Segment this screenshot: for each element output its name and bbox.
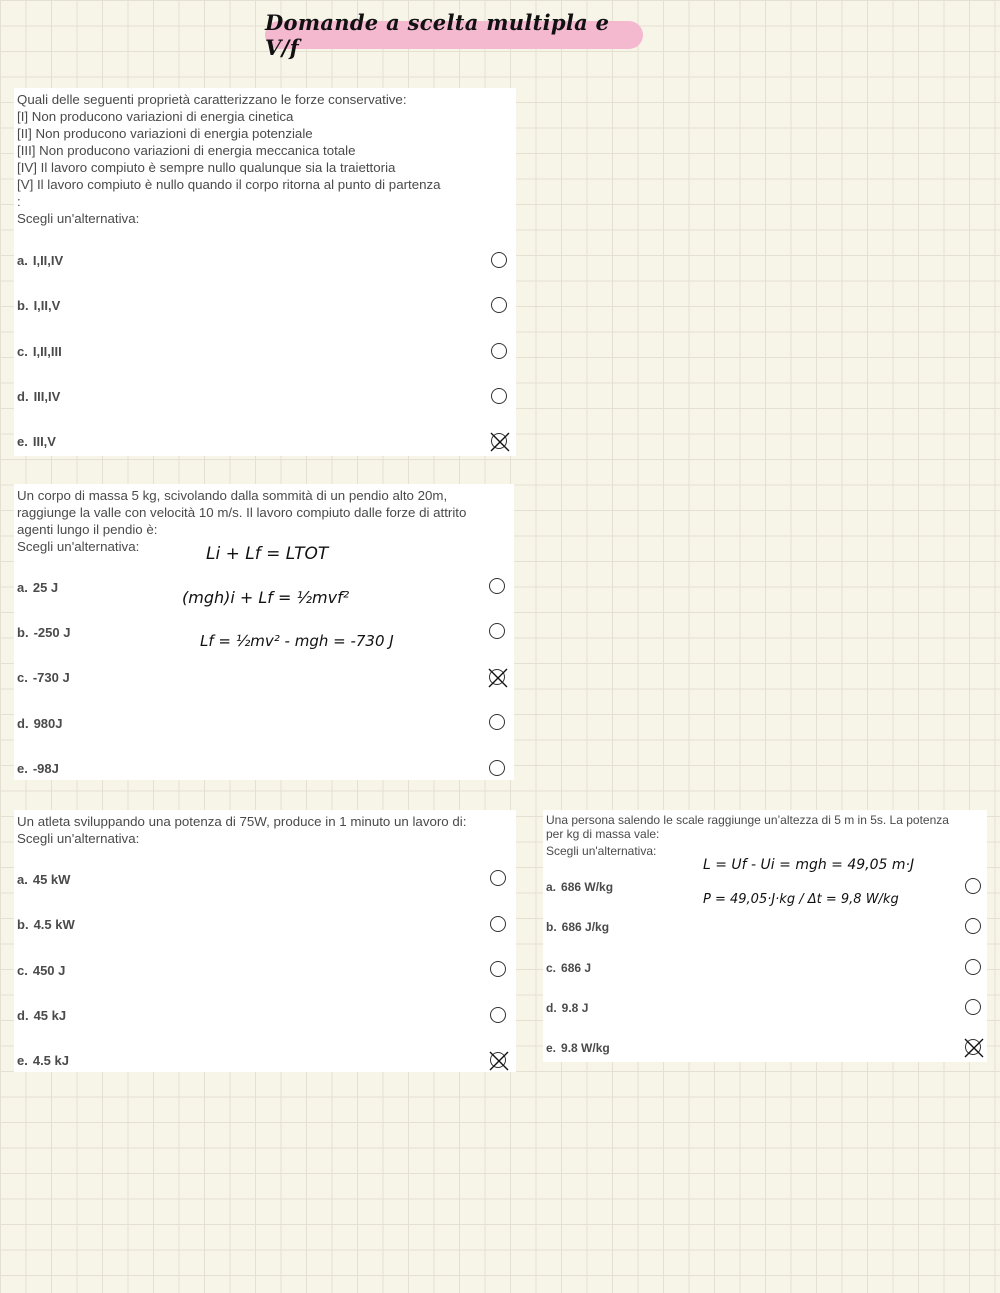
option-letter: c. (17, 963, 28, 978)
option-d[interactable] (546, 1001, 588, 1015)
radio-e-selected[interactable] (965, 1039, 981, 1055)
option-e[interactable] (17, 1053, 69, 1068)
option-text: I,II,IV (32, 253, 64, 268)
choose-prompt: Scegli un'alternativa: (17, 831, 140, 846)
page-title: Domande a scelta multipla e V/f (265, 10, 610, 60)
radio-a[interactable] (491, 252, 507, 268)
option-d[interactable] (17, 389, 60, 404)
question-text (17, 813, 466, 830)
cross-mark-icon (962, 1036, 986, 1060)
question-line: Un corpo di massa 5 kg, scivolando dalla sommità di un pendio alto 20m, (17, 488, 448, 503)
option-a[interactable] (17, 580, 58, 595)
option-text: 4.5 kW (33, 917, 75, 932)
option-letter: c. (546, 961, 557, 975)
option-e[interactable] (546, 1041, 610, 1055)
handwritten-note: L = Uf - Ui = mgh = 49,05 m·J (703, 857, 915, 873)
option-letter: b. (17, 917, 29, 932)
handwritten-note: Li + Lf = LTOT (206, 544, 329, 564)
choose-prompt: Scegli un'alternativa: (17, 539, 140, 554)
option-e[interactable] (17, 434, 56, 449)
radio-d[interactable] (489, 714, 505, 730)
option-letter: e. (17, 1053, 28, 1068)
radio-b[interactable] (490, 916, 506, 932)
choose-prompt: Scegli un'alternativa: (546, 844, 657, 858)
question-text (17, 487, 466, 538)
option-text: 25 J (32, 580, 59, 595)
radio-e[interactable] (489, 760, 505, 776)
radio-c-selected[interactable] (489, 669, 505, 685)
radio-a[interactable] (490, 870, 506, 886)
option-letter: a. (17, 580, 28, 595)
question-text (17, 91, 441, 210)
option-text: I,II,III (32, 344, 62, 359)
cross-mark-icon (486, 666, 510, 690)
radio-c[interactable] (490, 961, 506, 977)
option-text: 980J (33, 716, 63, 731)
option-letter: c. (17, 670, 28, 685)
option-letter: e. (17, 434, 28, 449)
question-line: [II] Non producono variazioni di energia potenziale (17, 126, 313, 141)
option-b[interactable] (17, 917, 75, 932)
question-line: per kg di massa vale: (546, 827, 660, 841)
option-letter: c. (17, 344, 28, 359)
option-text: 45 kW (32, 872, 71, 887)
option-d[interactable] (17, 716, 62, 731)
option-letter: d. (546, 1001, 557, 1015)
handwritten-note: P = 49,05·J·kg / Δt = 9,8 W/kg (703, 892, 899, 907)
question-line: [V] Il lavoro compiuto è nullo quando il corpo ritorna al punto di partenza (17, 177, 441, 192)
option-letter: b. (17, 625, 29, 640)
option-letter: a. (17, 253, 28, 268)
option-c[interactable] (546, 961, 591, 975)
radio-d[interactable] (965, 999, 981, 1015)
radio-c[interactable] (965, 959, 981, 975)
cross-mark-icon (488, 430, 512, 454)
option-text: 4.5 kJ (32, 1053, 69, 1068)
option-letter: d. (17, 1008, 29, 1023)
option-c[interactable] (17, 963, 65, 978)
option-c[interactable] (17, 344, 62, 359)
question-card-4 (543, 810, 987, 1062)
option-text: I,II,V (33, 298, 61, 313)
option-text: -250 J (33, 625, 71, 640)
option-text: 686 W/kg (561, 880, 614, 894)
question-text (546, 813, 949, 841)
option-letter: e. (17, 761, 28, 776)
question-line: [I] Non producono variazioni di energia cinetica (17, 109, 294, 124)
option-letter: b. (546, 920, 557, 934)
question-line: [IV] Il lavoro compiuto è sempre nullo qualunque sia la traiettoria (17, 160, 396, 175)
radio-d[interactable] (491, 388, 507, 404)
question-line: raggiunge la valle con velocità 10 m/s. Il lavoro compiuto dalle forze di attrito (17, 505, 467, 520)
option-text: III,V (32, 434, 56, 449)
option-a[interactable] (17, 253, 63, 268)
handwritten-note: (mgh)i + Lf = ½mvf² (182, 588, 350, 607)
option-letter: b. (17, 298, 29, 313)
option-letter: a. (546, 880, 557, 894)
question-line: Quali delle seguenti proprietà caratterizzano le forze conservative: (17, 92, 407, 107)
option-text: 686 J (561, 961, 592, 975)
radio-d[interactable] (490, 1007, 506, 1023)
radio-b[interactable] (489, 623, 505, 639)
option-a[interactable] (17, 872, 70, 887)
option-a[interactable] (546, 880, 613, 894)
option-letter: e. (546, 1041, 557, 1055)
option-b[interactable] (17, 625, 70, 640)
option-text: 9.8 W/kg (561, 1041, 610, 1055)
radio-a[interactable] (965, 878, 981, 894)
option-text: 9.8 J (561, 1001, 589, 1015)
question-line: : (17, 194, 21, 209)
option-text: 450 J (32, 963, 66, 978)
option-text: -98J (32, 761, 59, 776)
question-line: [III] Non producono variazioni di energia meccanica totale (17, 143, 356, 158)
option-c[interactable] (17, 670, 70, 685)
question-line: agenti lungo il pendio è: (17, 522, 158, 537)
cross-mark-icon (487, 1049, 511, 1073)
option-text: 686 J/kg (561, 920, 610, 934)
question-card-3 (14, 810, 516, 1072)
radio-c[interactable] (491, 343, 507, 359)
radio-b[interactable] (965, 918, 981, 934)
question-card-2 (14, 484, 514, 780)
page-title-banner (265, 10, 643, 60)
question-line: Una persona salendo le scale raggiunge un’altezza di 5 m in 5s. La potenza (546, 813, 949, 827)
option-b[interactable] (546, 920, 609, 934)
option-text: 45 kJ (33, 1008, 67, 1023)
option-e[interactable] (17, 761, 59, 776)
option-letter: d. (17, 389, 29, 404)
option-text: -730 J (32, 670, 70, 685)
option-letter: d. (17, 716, 29, 731)
radio-e-selected[interactable] (491, 433, 507, 449)
radio-e-selected[interactable] (490, 1052, 506, 1068)
option-text: III,IV (33, 389, 61, 404)
handwritten-note: Lf = ½mv² - mgh = -730 J (200, 632, 394, 650)
option-b[interactable] (17, 298, 60, 313)
question-card-1 (14, 88, 516, 456)
option-letter: a. (17, 872, 28, 887)
question-line: Un atleta sviluppando una potenza di 75W, produce in 1 minuto un lavoro di: (17, 814, 467, 829)
radio-a[interactable] (489, 578, 505, 594)
choose-prompt: Scegli un'alternativa: (17, 211, 140, 226)
option-d[interactable] (17, 1008, 66, 1023)
radio-b[interactable] (491, 297, 507, 313)
